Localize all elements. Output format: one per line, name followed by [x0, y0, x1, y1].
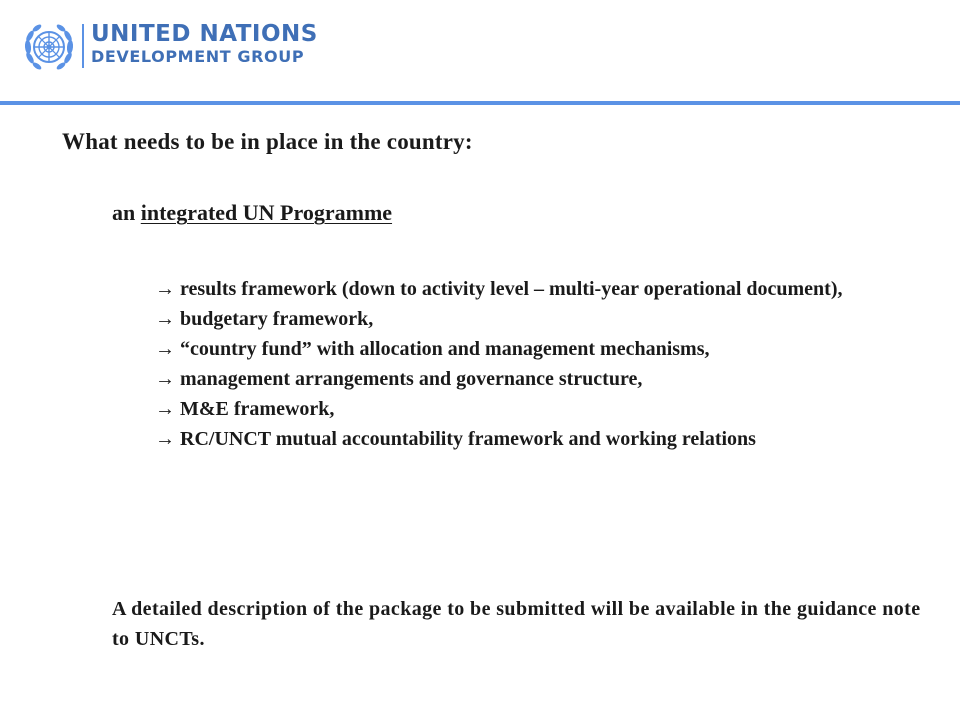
requirements-list [155, 274, 885, 454]
slide-heading: What needs to be in place in the country: [62, 129, 473, 154]
slide-subheading [112, 200, 392, 226]
subheading-prefix: an [112, 200, 141, 225]
logo-divider [82, 24, 84, 68]
header-rule [0, 101, 960, 105]
list-item: → “country fund” with allocation and management mechanisms, [155, 338, 710, 360]
logo-wordmark [91, 23, 318, 65]
logo-line-united-nations: UNITED NATIONS [91, 21, 318, 47]
guidance-note: A detailed description of the package to be submitted will be available in the guidance note to UNCTs. [112, 598, 921, 650]
list-item: → management arrangements and governance structure, [155, 368, 643, 390]
list-item: → RC/UNCT mutual accountability framework and working relations [155, 428, 756, 450]
slide-header [0, 0, 960, 104]
list-item: → budgetary framework, [155, 308, 374, 330]
list-item: → results framework (down to activity level – multi-year operational document), [155, 278, 843, 300]
logo-line-development-group: DEVELOPMENT GROUP [91, 47, 305, 66]
subheading-underlined-term: integrated UN Programme [140, 200, 393, 225]
un-emblem-icon [22, 20, 76, 74]
list-item: → M&E framework, [155, 398, 335, 420]
